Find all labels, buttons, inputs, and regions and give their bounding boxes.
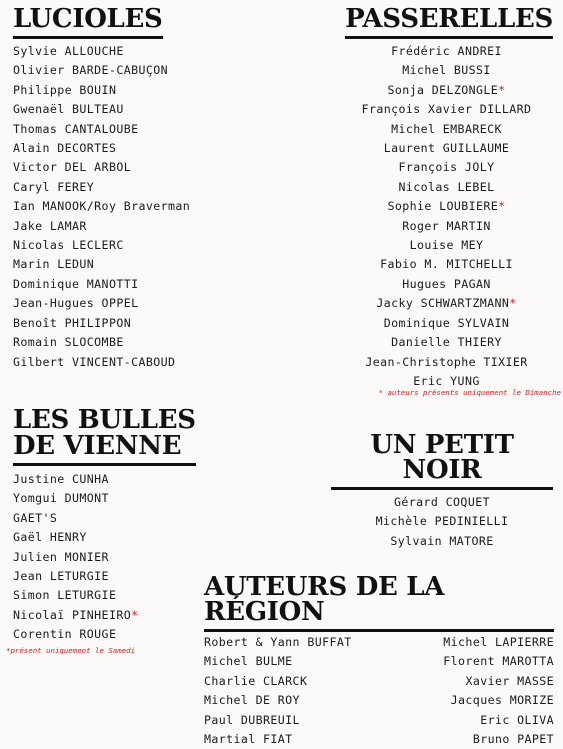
passerelles-title: PASSERELLES <box>345 7 553 39</box>
author-name: Sonja DELZONGLE* <box>387 82 506 97</box>
author-name: Gérard COQUET <box>394 495 490 509</box>
passerelles-author-list <box>330 42 563 391</box>
region-author-columns <box>204 633 554 749</box>
author-name: Jacques MORIZE <box>450 693 554 708</box>
petit-noir-title: UN PETIT NOIR <box>331 433 553 490</box>
bulles-title-line1: LES BULLES <box>13 405 196 435</box>
region-author-list-left <box>204 633 352 749</box>
author-name: Frédéric ANDREI <box>391 44 502 58</box>
region-author-list-right <box>443 633 554 749</box>
author-name: GAET'S <box>13 510 58 525</box>
lucioles-title: LUCIOLES <box>13 7 163 39</box>
author-name: Victor DEL ARBOL <box>13 160 132 175</box>
author-name: Roger MARTIN <box>402 218 491 233</box>
author-name: Michel DE ROY <box>204 693 300 708</box>
author-name: Louise MEY <box>409 238 484 253</box>
author-name: Justine CUNHA <box>13 472 109 486</box>
author-name: François Xavier DILLARD <box>361 102 532 117</box>
passerelles-section <box>330 4 563 397</box>
sunday-only-marker: * <box>498 199 506 214</box>
author-name: François JOLY <box>398 160 495 175</box>
author-name: Gaël HENRY <box>13 530 87 545</box>
author-name: Jake LAMAR <box>13 218 87 233</box>
author-name: Sophie LOUBIERE* <box>387 199 506 214</box>
author-name: Jean-Hugues OPPEL <box>13 296 139 311</box>
author-name: Corentin ROUGE <box>13 627 117 642</box>
author-name: Dominique MANOTTI <box>13 276 139 291</box>
lucioles-section <box>13 4 273 372</box>
author-name: Nicolas LEBEL <box>398 179 495 194</box>
author-name: Michel LAPIERRE <box>443 635 554 649</box>
bulles-author-list <box>13 470 213 645</box>
author-name: Gilbert VINCENT-CABOUD <box>13 354 176 369</box>
author-name: Eric YUNG <box>413 373 480 388</box>
bulles-title <box>13 407 196 466</box>
author-name: Fabio M. MITCHELLI <box>380 257 513 272</box>
author-name: Marin LEDUN <box>13 257 95 272</box>
author-name: Jacky SCHWARTZMANN* <box>376 296 517 311</box>
author-name: Romain SLOCOMBE <box>13 335 124 350</box>
author-name: Martial FIAT <box>204 732 293 747</box>
author-name: Yomgui DUMONT <box>13 491 109 506</box>
author-name: Michel EMBARECK <box>391 121 502 136</box>
author-name: Caryl FEREY <box>13 179 95 194</box>
sunday-only-marker: * <box>498 82 506 97</box>
author-name: Xavier MASSE <box>465 673 554 688</box>
author-name: Eric OLIVA <box>480 712 554 727</box>
author-name: Bruno PAPET <box>472 732 554 747</box>
author-name: Hugues PAGAN <box>402 276 491 291</box>
region-section <box>204 572 554 749</box>
author-name: Laurent GUILLAUME <box>383 141 510 156</box>
author-name: Robert & Yann BUFFAT <box>204 635 352 649</box>
author-name: Olivier BARDE-CABUÇON <box>13 63 168 78</box>
author-name: Michèle PEDINIELLI <box>375 514 509 529</box>
author-name: Julien MONIER <box>13 549 109 564</box>
author-name: Ian MANOOK/Roy Braverman <box>13 199 191 214</box>
author-name: Paul DUBREUIL <box>204 712 300 727</box>
petit-noir-author-list <box>331 493 553 551</box>
author-name: Benoît PHILIPPON <box>13 315 132 330</box>
author-name: Alain DECORTES <box>13 141 117 156</box>
author-name: Charlie CLARCK <box>204 673 308 688</box>
author-name: Nicolaï PINHEIRO* <box>13 607 139 622</box>
author-name: Sylvie ALLOUCHE <box>13 44 124 58</box>
author-name: Florent MAROTTA <box>443 654 554 669</box>
sunday-only-note: * auteurs présents uniquement le Dimanche <box>378 388 561 397</box>
author-name: Gwenaël BULTEAU <box>13 102 124 117</box>
author-name: Danielle THIERY <box>391 335 502 350</box>
author-name: Michel BULME <box>204 654 293 669</box>
saturday-only-marker: * <box>131 607 139 622</box>
petit-noir-section <box>331 430 553 551</box>
bulles-section <box>6 405 213 655</box>
author-name: Michel BUSSI <box>402 63 491 78</box>
author-name: Jean LETURGIE <box>13 569 109 584</box>
author-name: Sylvain MATORE <box>390 533 494 548</box>
author-name: Dominique SYLVAIN <box>383 315 510 330</box>
saturday-only-note: *présent uniquement le Samedi <box>6 645 136 655</box>
region-title: AUTEURS DE LA RÉGION <box>204 575 554 632</box>
lucioles-author-list <box>13 42 273 372</box>
author-name: Philippe BOUIN <box>13 82 117 97</box>
author-name: Thomas CANTALOUBE <box>13 121 139 136</box>
author-name: Nicolas LECLERC <box>13 238 124 253</box>
author-name: Simon LETURGIE <box>13 588 117 603</box>
bulles-title-line2: DE VIENNE <box>13 431 182 461</box>
author-name: Jean-Christophe TIXIER <box>365 354 528 369</box>
sunday-only-marker: * <box>509 296 517 311</box>
